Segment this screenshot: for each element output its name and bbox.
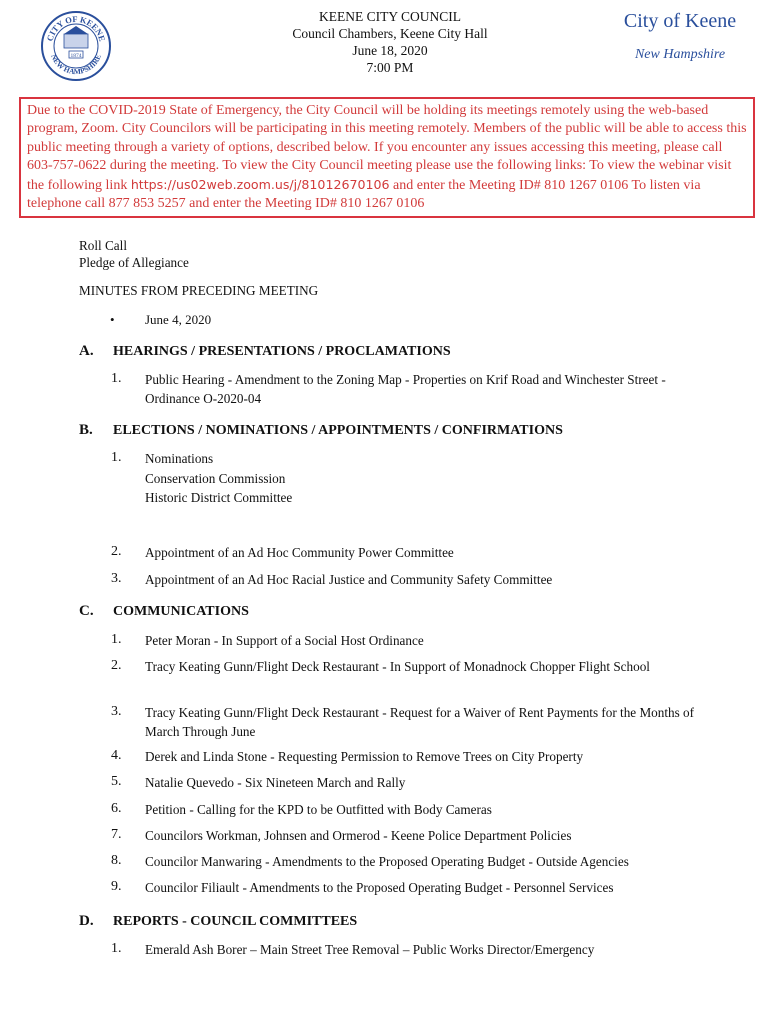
meeting-date: June 18, 2020 [352, 43, 428, 58]
item-number: 3. [111, 704, 122, 719]
item-number: 9. [111, 879, 122, 894]
state-name: New Hampshire [634, 47, 726, 62]
covid-notice-box [19, 97, 755, 218]
item-number: 3. [111, 571, 122, 586]
svg-text:CITY OF KEENE: CITY OF KEENE [44, 13, 108, 43]
item-number: 2. [111, 544, 122, 559]
section-title: REPORTS - COUNCIL COMMITTEES [113, 914, 358, 929]
council-name: KEENE CITY COUNCIL [319, 9, 461, 24]
item-number: 1. [111, 371, 122, 386]
item-number: 1. [111, 941, 122, 956]
meeting-location: Council Chambers, Keene City Hall [292, 26, 488, 41]
svg-text:1874: 1874 [70, 53, 82, 59]
item-number: 2. [111, 658, 122, 673]
agenda-item: Appointment of an Ad Hoc Racial Justice and Community Safety Committee [145, 572, 553, 587]
nomination-sub-item: Historic District Committee [145, 490, 293, 505]
city-name: City of Keene [623, 10, 737, 32]
zoom-webinar-link[interactable]: https://us02web.zoom.us/j/81012670106 [130, 176, 390, 192]
agenda-item: Councilors Workman, Johnsen and Ormerod - Keene Police Department Policies [145, 828, 572, 843]
section-letter: B. [79, 422, 93, 438]
agenda-item: Natalie Quevedo - Six Nineteen March and Rally [145, 775, 406, 790]
pledge-of-allegiance: Pledge of Allegiance [79, 255, 189, 270]
section-letter: D. [79, 913, 94, 929]
section-letter: C. [79, 603, 94, 619]
agenda-item: Petition - Calling for the KPD to be Outfitted with Body Cameras [145, 802, 492, 817]
section-title: COMMUNICATIONS [113, 604, 249, 619]
agenda-item: Tracy Keating Gunn/Flight Deck Restaurant - Request for a Waiver of Rent Payments for the Months of March Through June [145, 705, 695, 739]
meeting-header [230, 8, 550, 76]
agenda-item: Tracy Keating Gunn/Flight Deck Restaurant - In Support of Monadnock Chopper Flight School [145, 659, 650, 674]
item-number: 7. [111, 827, 122, 842]
minutes-item: June 4, 2020 [145, 312, 212, 327]
section-title: HEARINGS / PRESENTATIONS / PROCLAMATIONS [113, 344, 451, 359]
notice-text-1: Due to the COVID-2019 State of Emergency, the City Council will be holding its meetings remotely using the web-based program, Zoom. City Councilors will be participating in this meeting remotely. Members of the public will be able to access this public meeting through a variety of options, described below. If you encounter any issues accessing this meeting, please call 603-757-0622 during the meeting. To view the City Council meeting please use the following links: To view the webinar visit the following link [27, 103, 747, 193]
bullet-icon: • [110, 312, 115, 327]
agenda-item-text: Nominations [145, 451, 214, 466]
nomination-sub-item: Conservation Commission [145, 470, 286, 486]
section-title: ELECTIONS / NOMINATIONS / APPOINTMENTS / CONFIRMATIONS [113, 423, 563, 438]
item-number: 1. [111, 632, 122, 647]
item-number: 6. [111, 801, 122, 816]
minutes-heading: MINUTES FROM PRECEDING MEETING [79, 283, 319, 298]
item-number: 4. [111, 748, 122, 763]
agenda-item [145, 450, 705, 508]
item-number: 5. [111, 774, 122, 789]
agenda-item: Appointment of an Ad Hoc Community Power Committee [145, 545, 454, 560]
meeting-time: 7:00 PM [366, 60, 414, 75]
city-seal-logo [40, 10, 112, 82]
agenda-item: Public Hearing - Amendment to the Zoning Map - Properties on Krif Road and Winchester Street - Ordinance O-2020-04 [145, 372, 666, 406]
agenda-item: Councilor Filiault - Amendments to the Proposed Operating Budget - Personnel Services [145, 880, 614, 895]
agenda-item: Derek and Linda Stone - Requesting Permission to Remove Trees on City Property [145, 749, 584, 764]
roll-call: Roll Call [79, 238, 127, 253]
agenda-item: Peter Moran - In Support of a Social Host Ordinance [145, 633, 424, 648]
agenda-item: Councilor Manwaring - Amendments to the Proposed Operating Budget - Outside Agencies [145, 854, 629, 869]
item-number: 1. [111, 450, 122, 465]
svg-text:NEW HAMPSHIRE: NEW HAMPSHIRE [49, 52, 103, 77]
item-number: 8. [111, 853, 122, 868]
notice-text-2: and enter the Meeting ID# 810 1267 0106 To listen via telephone call 877 853 5257 and enter the Meeting ID# 810 1267 0106 [27, 177, 701, 212]
section-letter: A. [79, 343, 94, 359]
agenda-item: Emerald Ash Borer – Main Street Tree Removal – Public Works Director/Emergency [145, 942, 595, 957]
